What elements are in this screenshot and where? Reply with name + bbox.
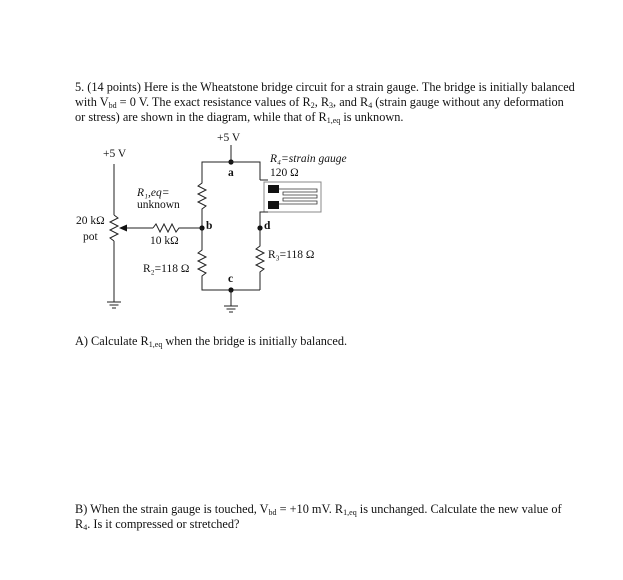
- problem-text-5: (strain gauge without any deformation or stress) are shown in the diagram, while that of R: [75, 95, 564, 124]
- ground-icon-bridge: [224, 290, 238, 312]
- ground-icon-pot: [107, 302, 121, 308]
- part-a-sub-1: 1,eq: [148, 340, 163, 349]
- problem-text-6: is unknown.: [340, 110, 404, 124]
- problem-sub-3: 3: [329, 101, 334, 110]
- problem-text-2: = 0 V. The exact resistance values of R: [116, 95, 311, 109]
- part-b-question: [75, 502, 575, 532]
- r3-resistor: [256, 228, 264, 290]
- pot-resistor: [110, 215, 118, 241]
- r2-label: R₂=118 Ω: [143, 263, 190, 275]
- pot-label-line1: 20 kΩ: [76, 215, 105, 227]
- problem-sub-1: bd: [108, 101, 117, 110]
- series-resistor-label: 10 kΩ: [150, 235, 179, 247]
- pot-label-line2: pot: [83, 231, 98, 243]
- part-a-text-2: when the bridge is initially balanced.: [162, 334, 348, 348]
- part-b-text-4: . Is it compressed or stretched?: [87, 517, 240, 531]
- part-b-text-3: is unchanged. Calculate the new value of R: [75, 502, 562, 531]
- problem-sub-5: 1,eq: [326, 116, 341, 125]
- node-d-label: d: [264, 220, 271, 232]
- part-b-sub-1: bd: [268, 508, 277, 517]
- part-a-text-1: A) Calculate R: [75, 334, 149, 348]
- r4-label-line2: 120 Ω: [270, 167, 299, 179]
- part-b-sub-2: 1,eq: [343, 508, 357, 517]
- pot-wiper-arrow-icon: [119, 225, 127, 232]
- r1eq-resistor: [198, 178, 206, 228]
- series-resistor-10k: [153, 224, 202, 232]
- part-b-sub-3: 4: [83, 523, 88, 532]
- r1eq-label-line1: R₁,eq=: [137, 187, 170, 199]
- left-supply-label: +5 V: [103, 148, 127, 160]
- problem-number: 5. (14 points): [75, 80, 141, 94]
- problem-sub-2: 2: [310, 101, 315, 110]
- problem-sub-4: 4: [368, 101, 373, 110]
- r1eq-label-line2: unknown: [137, 199, 180, 211]
- strain-gauge-icon: [264, 182, 321, 212]
- node-c-label: c: [228, 273, 234, 285]
- part-b-text-2: = +10 mV. R: [276, 502, 344, 516]
- node-a-label: a: [228, 167, 234, 179]
- r4-label-line1: R₄=strain gauge: [270, 153, 347, 165]
- problem-text-3: , R: [314, 95, 330, 109]
- top-supply-label: +5 V: [217, 132, 241, 144]
- r3-label: R₃=118 Ω: [268, 249, 315, 261]
- problem-text-1: Here is the Wheatstone bridge circuit for a strain gauge. The bridge is initially balanced with V: [75, 80, 575, 109]
- node-b-label: b: [206, 220, 213, 232]
- problem-text-4: , and R: [333, 95, 369, 109]
- part-a-question: [75, 334, 575, 349]
- part-b-text-1: B) When the strain gauge is touched, V: [75, 502, 269, 516]
